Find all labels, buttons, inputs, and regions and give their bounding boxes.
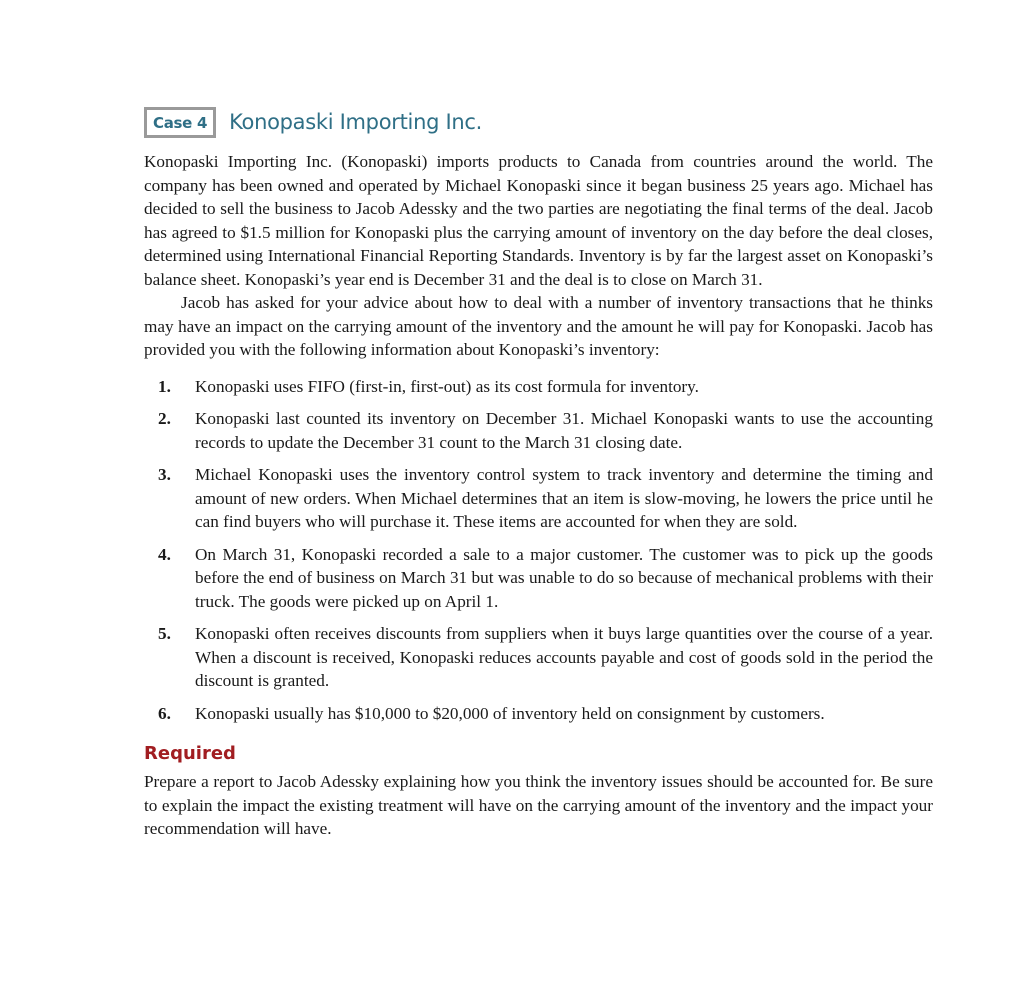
list-item [158, 463, 933, 534]
case-header [144, 104, 933, 140]
list-item [158, 622, 933, 693]
list-item [158, 375, 933, 399]
list-item-number: 2. [158, 409, 171, 428]
list-item-number: 5. [158, 624, 171, 643]
inventory-information-list [144, 375, 933, 726]
list-item-text: Konopaski last counted its inventory on December 31. Michael Konopaski wants to use the accounting records to update the December 31 count to the March 31 closing date. [195, 409, 933, 452]
intro-paragraph-2: Jacob has asked for your advice about how to deal with a number of inventory transactions that he thinks may have an impact on the carrying amount of the inventory and the amount he will pay for Konopaski. Jacob has provided you with the following information about Konopaski’s inventory: [144, 293, 933, 359]
case-page [144, 104, 933, 841]
list-item-text: On March 31, Konopaski recorded a sale to a major customer. The customer was to pick up the goods before the end of business on March 31 but was unable to do so because of mechanical problems with their truck. The goods were picked up on April 1. [195, 544, 933, 611]
case-title: Konopaski Importing Inc. [229, 110, 483, 134]
list-item-number: 3. [158, 465, 171, 484]
list-item-number: 4. [158, 544, 171, 564]
list-item-text: Konopaski often receives discounts from suppliers when it buys large quantities over the course of a year. When a discount is received, Konopaski reduces accounts payable and cost of goods sold in the period the discount is granted. [195, 624, 933, 690]
required-text: Prepare a report to Jacob Adessky explaining how you think the inventory issues should be accounted for. Be sure to explain the impact the existing treatment will have on the carrying amount of the inventory and the impact your recommendation will have. [144, 772, 933, 838]
list-item-number: 6. [158, 703, 171, 723]
case-number-badge: Case 4 [144, 107, 216, 138]
intro-paragraph-1: Konopaski Importing Inc. (Konopaski) imports products to Canada from countries around the world. The company has been owned and operated by Michael Konopaski since it began business 25 years ago. Michael has decided to sell the business to Jacob Adessky and the two parties are negotiating the final terms of the deal. Jacob has agreed to $1.5 million for Konopaski plus the carrying amount of inventory on the day before the deal closes, determined using International Financial Reporting Standards. Inventory is by far the largest asset on Konopaski’s balance sheet. Konopaski’s year end is December 31 and the deal is to close on March 31. [144, 152, 933, 289]
list-item [158, 543, 933, 614]
required-heading: Required [144, 743, 236, 764]
list-item [158, 702, 933, 726]
list-item-text: Konopaski usually has $10,000 to $20,000 of inventory held on consignment by customers. [195, 703, 825, 723]
list-item [158, 407, 933, 454]
list-item-text: Michael Konopaski uses the inventory control system to track inventory and determine the timing and amount of new orders. When Michael determines that an item is slow-moving, he lowers the price until he can find buyers who will purchase it. These items are accounted for when they are sold. [195, 465, 933, 531]
list-item-number: 1. [158, 376, 171, 396]
list-item-text: Konopaski uses FIFO (first-in, first-out) as its cost formula for inventory. [195, 376, 699, 396]
